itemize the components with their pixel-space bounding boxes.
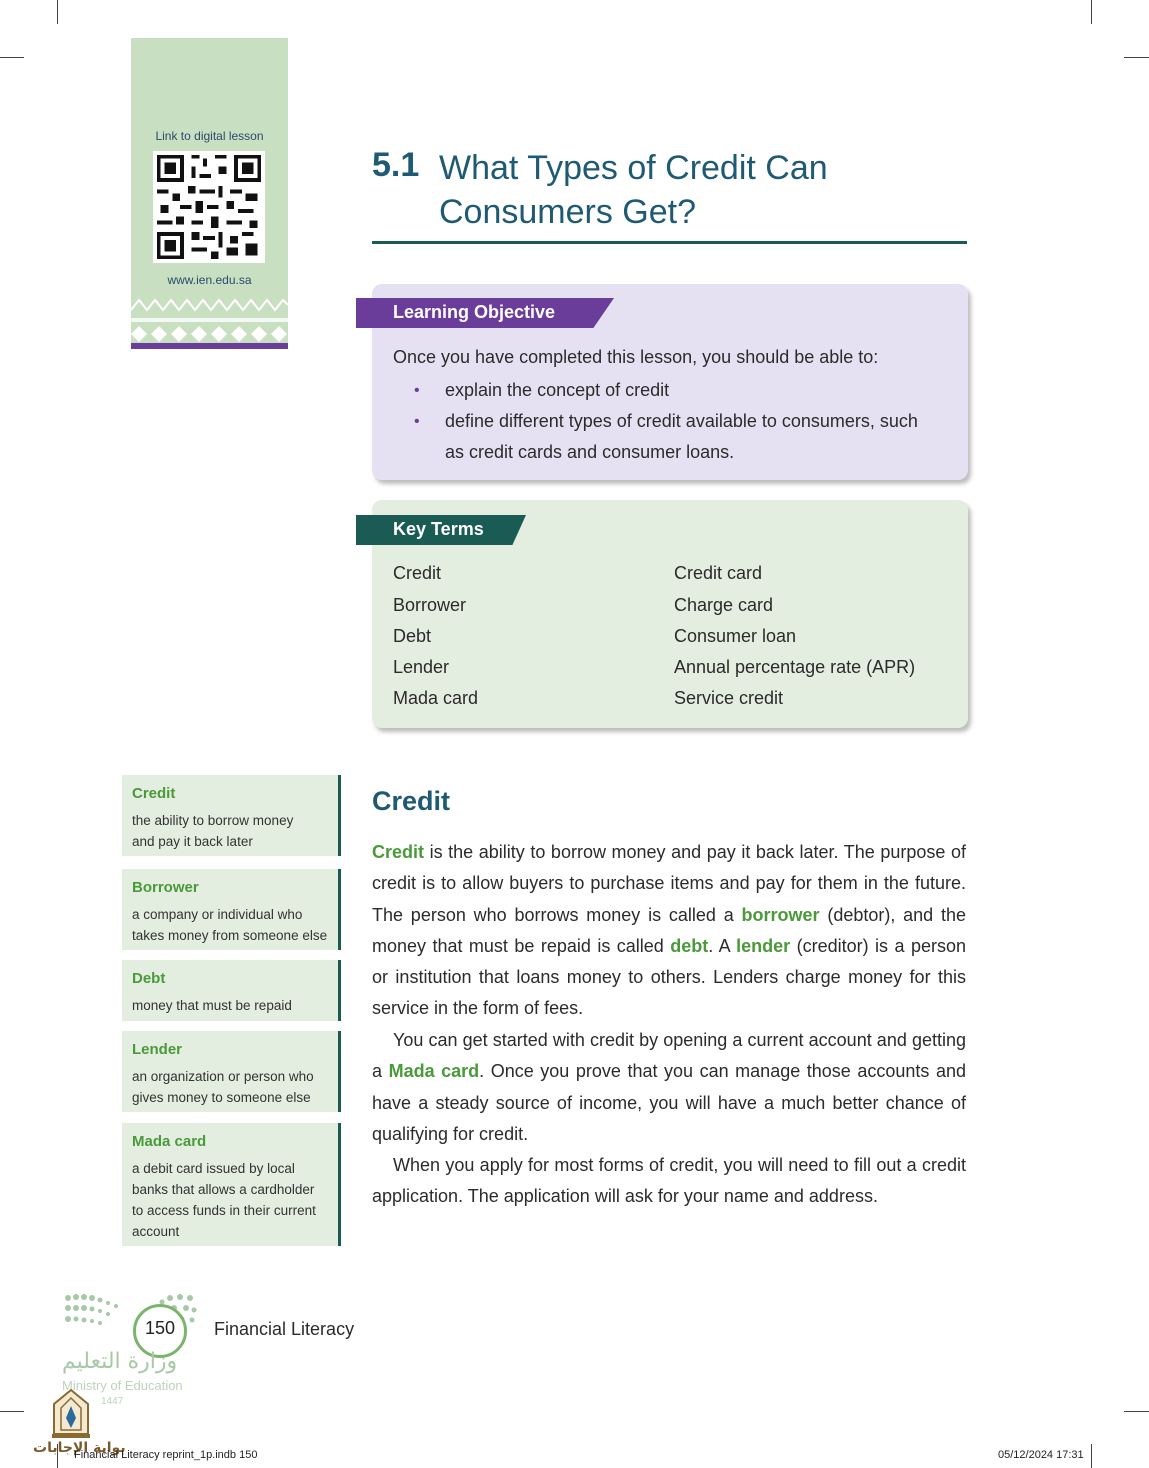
definition-term: Lender — [132, 1041, 183, 1058]
key-term: Service credit — [674, 688, 784, 708]
definition-text — [132, 995, 332, 1016]
definition-line: a debit card issued by local — [132, 1161, 295, 1176]
definition-line: a company or individual who — [132, 907, 303, 922]
objective-item: define different types of credit available to consumers, such — [445, 411, 918, 431]
definition-text — [132, 1066, 332, 1108]
keyword-borrower: borrower — [741, 904, 820, 925]
keyword-mada-card: Mada card — [388, 1061, 480, 1082]
key-term: Borrower — [393, 595, 467, 615]
definition-card-borrower — [122, 869, 341, 950]
digital-lesson-url[interactable]: www.ien.edu.sa — [167, 273, 252, 287]
key-term: Lender — [393, 657, 450, 677]
key-term: Credit card — [674, 563, 763, 583]
definition-term: Debt — [132, 970, 166, 987]
key-term: Charge card — [674, 595, 774, 615]
paragraph-text: . A — [708, 935, 737, 956]
crop-mark — [0, 57, 24, 58]
objective-item-continuation: as credit cards and consumer loans. — [445, 442, 735, 462]
definition-line: the ability to borrow money — [132, 813, 294, 828]
objective-item: explain the concept of credit — [445, 380, 670, 400]
paragraph-text: (creditor) is a person or institution that loans money to others. Lenders charge money for this service in the form of fees. — [372, 935, 966, 1019]
definition-card-debt — [122, 960, 341, 1021]
definition-term: Credit — [132, 785, 176, 802]
definition-text — [132, 904, 332, 946]
definition-line: banks that allows a cardholder — [132, 1182, 315, 1197]
paragraph-text: You can get started with credit by opening a current account and getting a — [372, 1030, 966, 1082]
panel-accent-bar — [131, 343, 288, 349]
lesson-number: 5.1 — [372, 146, 420, 184]
paragraph-credit — [372, 837, 966, 1025]
crop-mark — [1124, 57, 1149, 58]
crop-mark — [1124, 1411, 1149, 1412]
bullet-icon: • — [414, 413, 420, 430]
definition-text — [132, 1158, 332, 1242]
digital-lesson-label: Link to digital lesson — [155, 129, 264, 143]
site-name-arabic: بوابة الإجابات — [33, 1440, 126, 1456]
lesson-title-line: What Types of Credit Can — [439, 149, 828, 187]
definition-card-lender — [122, 1031, 341, 1112]
crop-mark — [1091, 1444, 1092, 1468]
definition-card-credit — [122, 775, 341, 856]
page-number: 150 — [144, 1318, 176, 1338]
book-title: Financial Literacy — [214, 1319, 355, 1339]
lesson-title-line: Consumers Get? — [439, 193, 696, 231]
title-divider — [372, 241, 967, 244]
definition-line: an organization or person who — [132, 1069, 314, 1084]
definition-text — [132, 810, 332, 852]
answers-portal-logo-icon — [48, 1388, 94, 1440]
definition-line: account — [132, 1224, 180, 1239]
key-terms-heading: Key Terms — [393, 519, 484, 539]
paragraph-text: . Once you prove that you can manage those accounts and have a steady source of income, you will have a much better chance of qualifying for credit. — [372, 1061, 966, 1144]
print-slug-file: Financial Literacy reprint_1p.indb 150 — [74, 1449, 258, 1461]
digital-lesson-panel — [131, 38, 288, 344]
key-term: Mada card — [393, 688, 479, 708]
crop-mark — [57, 0, 58, 24]
paragraph-application: When you apply for most forms of credit, you will need to fill out a credit application. The application will ask for your name and address. — [372, 1155, 966, 1207]
keyword-lender: lender — [736, 935, 791, 956]
keyword-credit: Credit — [372, 842, 425, 862]
crop-mark — [0, 1411, 24, 1412]
ministry-name-arabic: وزارة التعليم — [62, 1349, 178, 1374]
paragraph-text: (debtor), and the money that must be repaid is called — [372, 904, 966, 956]
definition-term: Mada card — [132, 1133, 207, 1150]
paragraph-text: is the ability to borrow money and pay it back later. The purpose of credit is to allow buyers to purchase items and pay for them in the future. The person who borrows money is called a — [372, 842, 966, 925]
print-slug-date: 05/12/2024 17:31 — [998, 1449, 1084, 1461]
keyword-debt: debt — [670, 935, 709, 956]
learning-objective-heading: Learning Objective — [393, 302, 556, 322]
learning-objective-intro: Once you have completed this lesson, you should be able to: — [393, 347, 879, 367]
definition-line: and pay it back later — [132, 834, 253, 849]
bullet-icon: • — [414, 382, 420, 399]
key-term: Consumer loan — [674, 626, 797, 646]
definition-term: Borrower — [132, 879, 199, 896]
paragraph-getting-started — [372, 1025, 966, 1150]
definition-line: to access funds in their current — [132, 1203, 316, 1218]
key-term: Credit — [393, 563, 442, 583]
definition-line: gives money to someone else — [132, 1090, 311, 1105]
definition-line: money that must be repaid — [132, 998, 292, 1013]
qr-code-icon[interactable] — [153, 151, 265, 263]
key-term: Debt — [393, 626, 432, 646]
decorative-pattern — [131, 296, 288, 344]
section-heading: Credit — [372, 786, 451, 816]
crop-mark — [1091, 0, 1092, 24]
key-term: Annual percentage rate (APR) — [674, 657, 916, 677]
definition-card-mada-card — [122, 1123, 341, 1246]
ministry-year: 1447 — [101, 1396, 124, 1407]
definition-line: takes money from someone else — [132, 928, 328, 943]
ministry-name-english: Ministry of Education — [62, 1378, 183, 1393]
lesson-title — [439, 146, 919, 234]
